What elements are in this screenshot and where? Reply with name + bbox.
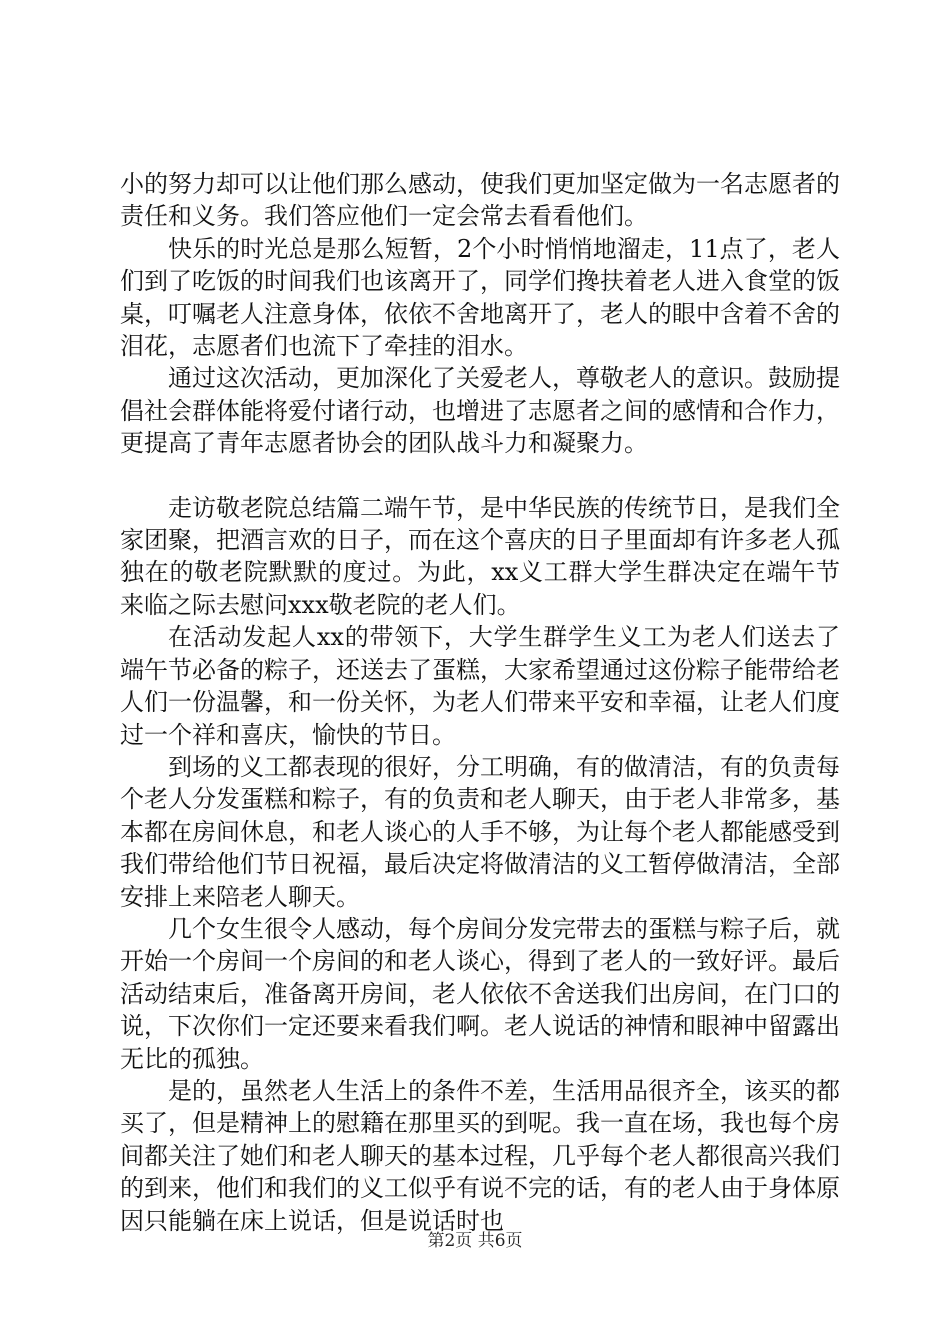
paragraph: 快乐的时光总是那么短暂，2个小时悄悄地溜走，11点了，老人们到了吃饭的时间我们也该离开了，同学们搀扶着老人进入食堂的饭桌，叮嘱老人注意身体，依依不舍地离开了，老人的眼中含着不舍的泪花，志愿者们也流下了牵挂的泪水。 [120, 234, 840, 361]
paragraph: 几个女生很令人感动，每个房间分发完带去的蛋糕与粽子后，就开始一个房间一个房间的和老人谈心，得到了老人的一致好评。最后活动结束后，准备离开房间，老人依依不舍送我们出房间，在门口的说，下次你们一定还要来看我们啊。老人说话的神情和眼神中留露出无比的孤独。 [120, 914, 840, 1073]
section-gap [120, 460, 840, 492]
paragraph: 通过这次活动，更加深化了关爱老人，尊敬老人的意识。鼓励提倡社会群体能将爱付诸行动，也增进了志愿者之间的感情和合作力，更提高了青年志愿者协会的团队战斗力和凝聚力。 [120, 364, 840, 458]
paragraph-section-start: 走访敬老院总结篇二端午节，是中华民族的传统节日，是我们全家团聚，把酒言欢的日子，而在这个喜庆的日子里面却有许多老人孤独在的敬老院默默的度过。为此，xx义工群大学生群决定在端午节来临之际去慰问xxx敬老院的老人们。 [120, 493, 840, 619]
paragraph: 在活动发起人xx的带领下，大学生群学生义工为老人们送去了端午节必备的粽子，还送去了蛋糕，大家希望通过这份粽子能带给老人们一份温馨，和一份关怀，为老人们带来平安和幸福，让老人们度过一个祥和喜庆，愉快的节日。 [120, 623, 840, 749]
document-body [120, 168, 840, 1237]
paragraph: 是的，虽然老人生活上的条件不差，生活用品很齐全，该买的都买了，但是精神上的慰籍在那里买的到呢。我一直在场，我也每个房间都关注了她们和老人聊天的基本过程，几乎每个老人都很高兴我们的到来，他们和我们的义工似乎有说不完的话，有的老人由于身体原因只能躺在床上说话，但是说话时也 [120, 1076, 840, 1235]
page-footer: 第2页 共6页 [427, 1231, 523, 1251]
paragraph: 到场的义工都表现的很好，分工明确，有的做清洁，有的负责每个老人分发蛋糕和粽子，有的负责和老人聊天，由于老人非常多，基本都在房间休息，和老人谈心的人手不够，为让每个老人都能感受到我们带给他们节日祝福，最后决定将做清洁的义工暂停做清洁，全部安排上来陪老人聊天。 [120, 752, 840, 911]
paragraph-continued: 小的努力却可以让他们那么感动，使我们更加坚定做为一名志愿者的责任和义务。我们答应他们一定会常去看看他们。 [120, 170, 840, 231]
